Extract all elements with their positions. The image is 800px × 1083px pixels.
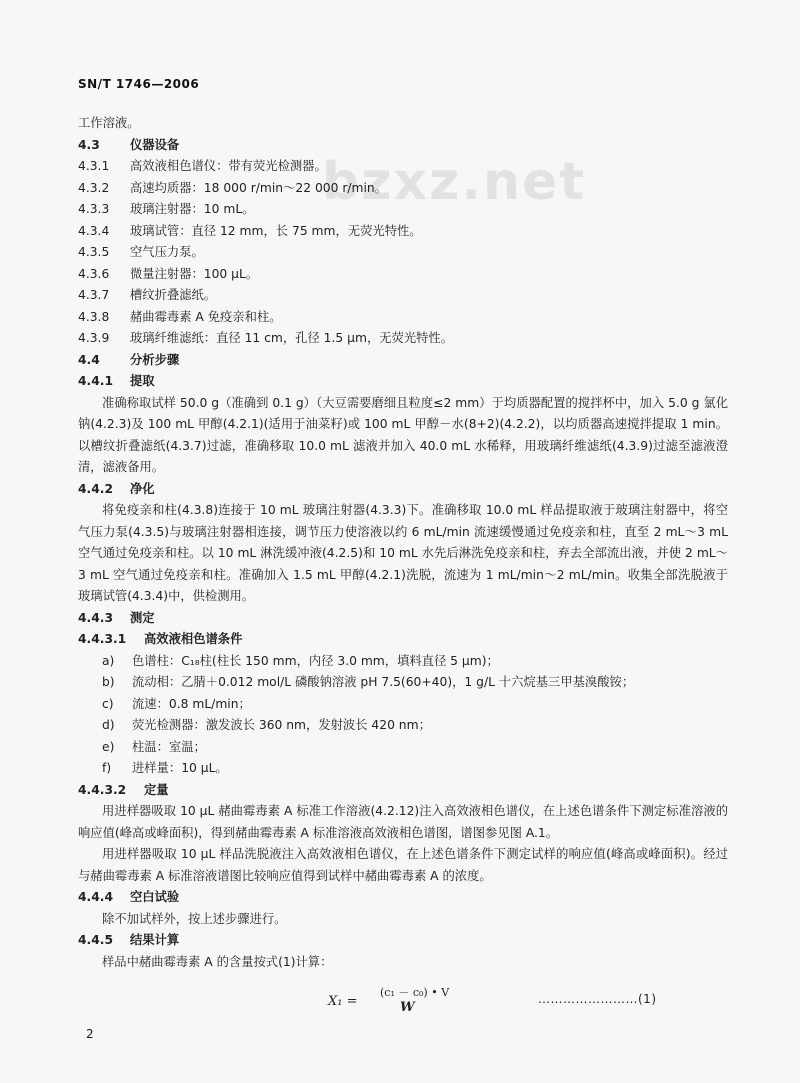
clause-4-3-5 bbox=[78, 242, 728, 264]
clause-number: 4.3.2 bbox=[78, 180, 110, 195]
list-label: b) bbox=[102, 675, 115, 689]
list-text: 进样量：10 μL。 bbox=[132, 761, 228, 775]
clause-4-3-1 bbox=[78, 156, 728, 178]
section-number: 4.4.3.2 bbox=[78, 782, 127, 797]
clause-4-3-6 bbox=[78, 264, 728, 286]
document-body bbox=[78, 113, 728, 973]
section-number: 4.4.1 bbox=[78, 374, 114, 388]
section-title: 高效液相色谱条件 bbox=[144, 632, 243, 646]
clause-text: 高效液相色谱仪：带有荧光检测器。 bbox=[130, 159, 327, 173]
section-title: 定量 bbox=[144, 782, 169, 797]
clause-number: 4.3.3 bbox=[78, 202, 110, 216]
list-text: 流速：0.8 mL/min； bbox=[132, 696, 251, 711]
clause-4-3-3 bbox=[78, 199, 728, 221]
list-label: c) bbox=[102, 696, 114, 711]
clause-text: 空气压力泵。 bbox=[130, 245, 204, 259]
subsection-heading-4-4-3-1 bbox=[78, 629, 728, 651]
paragraph-quantification-standard: 用进样器吸取 10 μL 赭曲霉毒素 A 标准工作溶液(4.2.12)注入高效液相色谱仪，在上述色谱条件下测定标准溶液的响应值(峰高或峰面积)，得到赭曲霉毒素 A 标准溶液高效液相色谱图，谱图参见图 A.1。 bbox=[78, 804, 728, 840]
clause-number: 4.3.7 bbox=[78, 288, 110, 302]
list-label: f) bbox=[102, 761, 112, 775]
clause-4-3-4 bbox=[78, 221, 728, 243]
clause-number: 4.3.1 bbox=[78, 159, 110, 173]
subsection-heading-4-4-3 bbox=[78, 608, 728, 630]
list-item bbox=[78, 715, 728, 737]
section-heading-4-4 bbox=[78, 350, 728, 372]
equation-lhs: X₁ = bbox=[328, 994, 358, 1009]
clause-text: 玻璃注射器：10 mL。 bbox=[130, 202, 255, 216]
paragraph-quantification-sample: 用进样器吸取 10 μL 样品洗脱液注入高效液相色谱仪，在上述色谱条件下测定试样的响应值(峰高或峰面积)。经过与赭曲霉毒素 A 标准溶液谱图比较响应值得到试样中赭曲霉毒素 A 的浓度。 bbox=[78, 847, 728, 883]
list-text: 柱温：室温； bbox=[132, 739, 206, 754]
section-number: 4.4.2 bbox=[78, 481, 114, 496]
list-item bbox=[78, 651, 728, 673]
list-text: 流动相：乙腈＋0.012 mol/L 磷酸钠溶液 pH 7.5(60+40)，1 g/L 十六烷基三甲基溴酸铵； bbox=[132, 675, 635, 689]
section-title: 测定 bbox=[130, 610, 155, 625]
clause-number: 4.3.6 bbox=[78, 266, 110, 281]
section-number: 4.4.3.1 bbox=[78, 632, 127, 646]
equation-number: ……………………(1) bbox=[538, 992, 657, 1006]
clause-number: 4.3.5 bbox=[78, 245, 110, 259]
section-title: 空白试验 bbox=[130, 890, 180, 904]
section-number: 4.3 bbox=[78, 137, 100, 152]
list-label: a) bbox=[102, 653, 115, 668]
continued-text: 工作溶液。 bbox=[78, 116, 140, 130]
section-number: 4.4.4 bbox=[78, 890, 114, 904]
clause-number: 4.3.9 bbox=[78, 331, 110, 345]
equation-1 bbox=[328, 984, 698, 1020]
clause-text: 微量注射器：100 μL。 bbox=[130, 266, 259, 281]
clause-text: 玻璃纤维滤纸：直径 11 cm，孔径 1.5 μm，无荧光特性。 bbox=[130, 331, 454, 345]
list-label: e) bbox=[102, 739, 115, 754]
equation-denominator: W bbox=[400, 1000, 415, 1015]
list-item bbox=[78, 694, 728, 716]
section-title: 结果计算 bbox=[130, 933, 180, 947]
subsection-heading-4-4-3-2 bbox=[78, 780, 728, 802]
paragraph-blank-test: 除不加试样外，按上述步骤进行。 bbox=[102, 911, 287, 926]
list-item bbox=[78, 758, 728, 780]
subsection-heading-4-4-5 bbox=[78, 930, 728, 952]
section-title: 分析步骤 bbox=[130, 352, 180, 367]
paragraph-extraction: 准确称取试样 50.0 g（准确到 0.1 g）（大豆需要磨细且粒度≤2 mm）于均质器配置的搅拌杯中，加入 5.0 g 氯化钠(4.2.3)及 100 mL 甲醇(4.2.1)(适用于油菜籽)或 100 mL 甲醇－水(8+2)(4.2.2)，以均质器高速搅拌提取 1 min。以槽纹折叠滤纸(4.3.7)过滤，准确移取 10.0 mL 滤液并加入 40.0 mL 水稀释，用玻璃纤维滤纸(4.3.9)过滤至滤液澄清，滤液备用。 bbox=[78, 395, 728, 474]
clause-text: 槽纹折叠滤纸。 bbox=[130, 288, 217, 302]
watermark: bzxz.net bbox=[322, 152, 587, 212]
list-item bbox=[78, 672, 728, 694]
section-title: 提取 bbox=[130, 374, 155, 388]
clause-4-3-7 bbox=[78, 285, 728, 307]
clause-4-3-2 bbox=[78, 178, 728, 200]
subsection-heading-4-4-1 bbox=[78, 371, 728, 393]
paragraph-result-calculation: 样品中赭曲霉毒素 A 的含量按式(1)计算： bbox=[102, 954, 333, 969]
clause-number: 4.3.8 bbox=[78, 309, 110, 324]
subsection-heading-4-4-2 bbox=[78, 479, 728, 501]
list-text: 荧光检测器：激发波长 360 nm，发射波长 420 nm； bbox=[132, 718, 431, 732]
clause-text: 高速均质器：18 000 r/min～22 000 r/min。 bbox=[130, 180, 388, 195]
subsection-heading-4-4-4 bbox=[78, 887, 728, 909]
section-title: 净化 bbox=[130, 481, 155, 496]
equation-numerator: (c₁ － c₀) • V bbox=[380, 986, 450, 999]
standard-number-header: SN/T 1746—2006 bbox=[78, 77, 200, 91]
section-number: 4.4.3 bbox=[78, 610, 114, 625]
page-number: 2 bbox=[86, 1027, 94, 1041]
clause-text: 赭曲霉毒素 A 免疫亲和柱。 bbox=[130, 309, 282, 324]
clause-4-3-8 bbox=[78, 307, 728, 329]
clause-number: 4.3.4 bbox=[78, 223, 110, 238]
clause-4-3-9 bbox=[78, 328, 728, 350]
section-title: 仪器设备 bbox=[130, 137, 180, 152]
list-text: 色谱柱：C₁₈柱(柱长 150 mm，内径 3.0 mm，填料直径 5 μm)； bbox=[132, 653, 499, 668]
list-item bbox=[78, 737, 728, 759]
section-number: 4.4.5 bbox=[78, 933, 114, 947]
clause-text: 玻璃试管：直径 12 mm，长 75 mm，无荧光特性。 bbox=[130, 223, 422, 238]
section-heading-4-3 bbox=[78, 135, 728, 157]
section-number: 4.4 bbox=[78, 352, 100, 367]
list-label: d) bbox=[102, 718, 115, 732]
paragraph-cleanup: 将免疫亲和柱(4.3.8)连接于 10 mL 玻璃注射器(4.3.3)下。准确移取 10.0 mL 样品提取液于玻璃注射器中，将空气压力泵(4.3.5)与玻璃注射器相连接，调节压力使溶液以约 6 mL/min 流速缓慢通过免疫亲和柱，直至 2 mL～3 mL 空气通过免疫亲和柱。以 10 mL 淋洗缓冲液(4.2.5)和 10 mL 水先后淋洗免疫亲和柱，弃去全部流出液，并使 2 mL～3 mL 空气通过免疫亲和柱。准确加入 1.5 mL 甲醇(4.2.1)洗脱，流速为 1 mL/min～2 mL/min。收集全部洗脱液于玻璃试管(4.3.4)中，供检测用。 bbox=[78, 503, 728, 603]
